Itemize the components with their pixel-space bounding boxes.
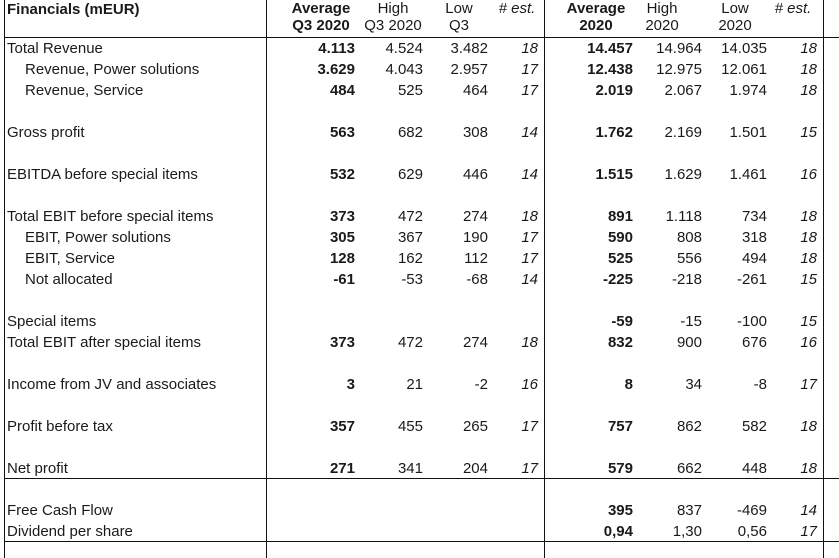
row-value-col7: 676 xyxy=(741,334,767,351)
row-value-col1: 373 xyxy=(329,334,355,351)
row-value-col1: 128 xyxy=(329,250,355,267)
row-value-col5: 757 xyxy=(607,418,633,435)
row-value-col4: 18 xyxy=(521,334,538,351)
table-row xyxy=(0,416,839,437)
row-label: Total Revenue xyxy=(7,40,103,57)
row-value-col5: 891 xyxy=(607,208,633,225)
row-value-col7: 12.061 xyxy=(721,61,767,78)
row-value-col4: 18 xyxy=(521,40,538,57)
column-header-5-line2: 2020 xyxy=(579,17,613,34)
row-value-col1: 373 xyxy=(329,208,355,225)
row-value-col3: 274 xyxy=(462,208,488,225)
table-row xyxy=(0,227,839,248)
row-value-col1: 484 xyxy=(329,82,355,99)
row-value-col8: 15 xyxy=(800,271,817,288)
row-label: EBITDA before special items xyxy=(7,166,198,183)
row-value-col8: 15 xyxy=(800,124,817,141)
row-value-col2: 682 xyxy=(397,124,423,141)
row-value-col6: -218 xyxy=(671,271,702,288)
row-value-col5: 2.019 xyxy=(595,82,633,99)
row-label: Total EBIT after special items xyxy=(7,334,201,351)
row-value-col7: 318 xyxy=(741,229,767,246)
table-row xyxy=(0,269,839,290)
row-value-col4: 17 xyxy=(521,418,538,435)
row-value-col1: 357 xyxy=(329,418,355,435)
row-value-col6: 12.975 xyxy=(656,61,702,78)
table-row xyxy=(0,59,839,80)
row-label: Gross profit xyxy=(7,124,85,141)
row-value-col1: 305 xyxy=(329,229,355,246)
row-value-col3: 308 xyxy=(462,124,488,141)
row-value-col4: 14 xyxy=(521,124,538,141)
column-header-6-line1: High xyxy=(646,0,678,17)
table-row xyxy=(0,374,839,395)
row-value-col6: 900 xyxy=(676,334,702,351)
row-value-col7: 582 xyxy=(741,418,767,435)
row-value-col4: 16 xyxy=(521,376,538,393)
row-value-col7: 1.974 xyxy=(729,82,767,99)
row-value-col7: -100 xyxy=(736,313,767,330)
row-label: Revenue, Service xyxy=(25,82,144,99)
column-header-1-line1: Average xyxy=(291,0,351,17)
row-value-col8: 18 xyxy=(800,82,817,99)
row-value-col6: 556 xyxy=(676,250,702,267)
row-value-col4: 14 xyxy=(521,271,538,288)
row-label: Net profit xyxy=(7,460,68,477)
row-value-col7: 734 xyxy=(741,208,767,225)
row-value-col5: 525 xyxy=(607,250,633,267)
row-value-col3: 3.482 xyxy=(450,40,488,57)
row-value-col4: 18 xyxy=(521,208,538,225)
table-title: Financials (mEUR) xyxy=(7,1,140,18)
column-header-7-line2: 2020 xyxy=(718,17,752,34)
row-label: Dividend per share xyxy=(7,523,133,540)
row-value-col5: -59 xyxy=(611,313,633,330)
row-value-col6: 34 xyxy=(685,376,702,393)
row-value-col7: 448 xyxy=(741,460,767,477)
row-value-col5: 395 xyxy=(607,502,633,519)
row-value-col4: 17 xyxy=(521,250,538,267)
row-value-col2: 472 xyxy=(397,208,423,225)
row-value-col4: 17 xyxy=(521,229,538,246)
row-value-col1: 3.629 xyxy=(317,61,355,78)
row-value-col1: -61 xyxy=(333,271,355,288)
row-value-col3: 464 xyxy=(462,82,488,99)
row-value-col8: 18 xyxy=(800,208,817,225)
row-value-col2: 4.524 xyxy=(385,40,423,57)
row-value-col1: 532 xyxy=(329,166,355,183)
row-value-col6: 808 xyxy=(676,229,702,246)
column-header-2-line1: High xyxy=(377,0,409,17)
column-header-4-line1: # est. xyxy=(498,0,536,17)
row-value-col5: 1.762 xyxy=(595,124,633,141)
column-header-7-line1: Low xyxy=(721,0,749,17)
row-label: Free Cash Flow xyxy=(7,502,113,519)
row-value-col6: 862 xyxy=(676,418,702,435)
table-row xyxy=(0,80,839,101)
row-value-col4: 17 xyxy=(521,82,538,99)
table-row xyxy=(0,500,839,521)
row-value-col5: 1.515 xyxy=(595,166,633,183)
row-value-col8: 18 xyxy=(800,250,817,267)
column-header-3-line1: Low xyxy=(445,0,473,17)
row-value-col3: -2 xyxy=(474,376,488,393)
row-value-col6: -15 xyxy=(680,313,702,330)
row-value-col4: 17 xyxy=(521,61,538,78)
column-header-8-line1: # est. xyxy=(774,0,812,17)
row-label: EBIT, Service xyxy=(25,250,116,267)
table-row xyxy=(0,122,839,143)
table-row xyxy=(0,38,839,59)
row-label: Special items xyxy=(7,313,97,330)
row-label: Not allocated xyxy=(25,271,113,288)
table-row xyxy=(0,248,839,269)
row-value-col2: -53 xyxy=(401,271,423,288)
row-label: Income from JV and associates xyxy=(7,376,217,393)
column-header-1-line2: Q3 2020 xyxy=(292,17,350,34)
row-value-col7: 14.035 xyxy=(721,40,767,57)
row-value-col8: 18 xyxy=(800,229,817,246)
row-value-col4: 14 xyxy=(521,166,538,183)
row-value-col7: 494 xyxy=(741,250,767,267)
row-value-col3: 190 xyxy=(462,229,488,246)
row-value-col6: 2.067 xyxy=(664,82,702,99)
row-label: EBIT, Power solutions xyxy=(25,229,171,246)
row-value-col8: 14 xyxy=(800,502,817,519)
row-value-col6: 1,30 xyxy=(672,523,702,540)
row-value-col2: 472 xyxy=(397,334,423,351)
column-header-5-line1: Average xyxy=(566,0,626,17)
row-value-col8: 18 xyxy=(800,61,817,78)
row-value-col3: 204 xyxy=(462,460,488,477)
row-value-col6: 662 xyxy=(676,460,702,477)
row-value-col5: 8 xyxy=(624,376,633,393)
row-value-col2: 367 xyxy=(397,229,423,246)
row-value-col8: 17 xyxy=(800,376,817,393)
row-value-col5: 590 xyxy=(607,229,633,246)
row-value-col7: -469 xyxy=(736,502,767,519)
row-value-col8: 16 xyxy=(800,166,817,183)
row-label: Total EBIT before special items xyxy=(7,208,214,225)
row-value-col6: 14.964 xyxy=(656,40,702,57)
row-value-col3: 446 xyxy=(462,166,488,183)
row-value-col2: 629 xyxy=(397,166,423,183)
row-label: Profit before tax xyxy=(7,418,113,435)
row-value-col2: 4.043 xyxy=(385,61,423,78)
table-row xyxy=(0,521,839,542)
row-value-col3: 274 xyxy=(462,334,488,351)
column-header-2-line2: Q3 2020 xyxy=(364,17,422,34)
row-value-col8: 15 xyxy=(800,313,817,330)
row-value-col2: 525 xyxy=(397,82,423,99)
column-header-3-line2: Q3 xyxy=(448,17,469,34)
row-value-col3: 265 xyxy=(462,418,488,435)
row-value-col8: 16 xyxy=(800,334,817,351)
table-row xyxy=(0,311,839,332)
row-value-col3: -68 xyxy=(466,271,488,288)
row-value-col2: 455 xyxy=(397,418,423,435)
row-value-col7: -8 xyxy=(753,376,767,393)
row-value-col5: 832 xyxy=(607,334,633,351)
row-value-col8: 18 xyxy=(800,460,817,477)
table-row xyxy=(0,164,839,185)
table-row xyxy=(0,206,839,227)
row-value-col2: 341 xyxy=(397,460,423,477)
row-value-col7: 1.461 xyxy=(729,166,767,183)
row-label: Revenue, Power solutions xyxy=(25,61,200,78)
row-value-col1: 563 xyxy=(329,124,355,141)
row-value-col8: 18 xyxy=(800,40,817,57)
table-row xyxy=(0,332,839,353)
table-row xyxy=(0,458,839,479)
row-value-col5: 14.457 xyxy=(587,40,633,57)
row-value-col2: 21 xyxy=(406,376,423,393)
row-value-col8: 17 xyxy=(800,523,817,540)
row-value-col5: -225 xyxy=(602,271,633,288)
row-value-col5: 12.438 xyxy=(587,61,633,78)
row-value-col6: 1.118 xyxy=(665,208,702,225)
row-value-col1: 4.113 xyxy=(318,40,355,57)
row-value-col7: 0,56 xyxy=(737,523,767,540)
row-value-col7: -261 xyxy=(736,271,767,288)
row-value-col3: 112 xyxy=(464,250,488,267)
row-value-col6: 1.629 xyxy=(664,166,702,183)
column-header-6-line2: 2020 xyxy=(645,17,679,34)
row-value-col3: 2.957 xyxy=(450,61,488,78)
row-value-col6: 837 xyxy=(676,502,702,519)
row-value-col5: 579 xyxy=(607,460,633,477)
row-value-col1: 271 xyxy=(329,460,355,477)
row-value-col4: 17 xyxy=(521,460,538,477)
row-value-col2: 162 xyxy=(397,250,423,267)
row-value-col7: 1.501 xyxy=(729,124,767,141)
row-value-col1: 3 xyxy=(346,376,355,393)
row-value-col8: 18 xyxy=(800,418,817,435)
row-value-col5: 0,94 xyxy=(603,523,633,540)
row-value-col6: 2.169 xyxy=(664,124,702,141)
